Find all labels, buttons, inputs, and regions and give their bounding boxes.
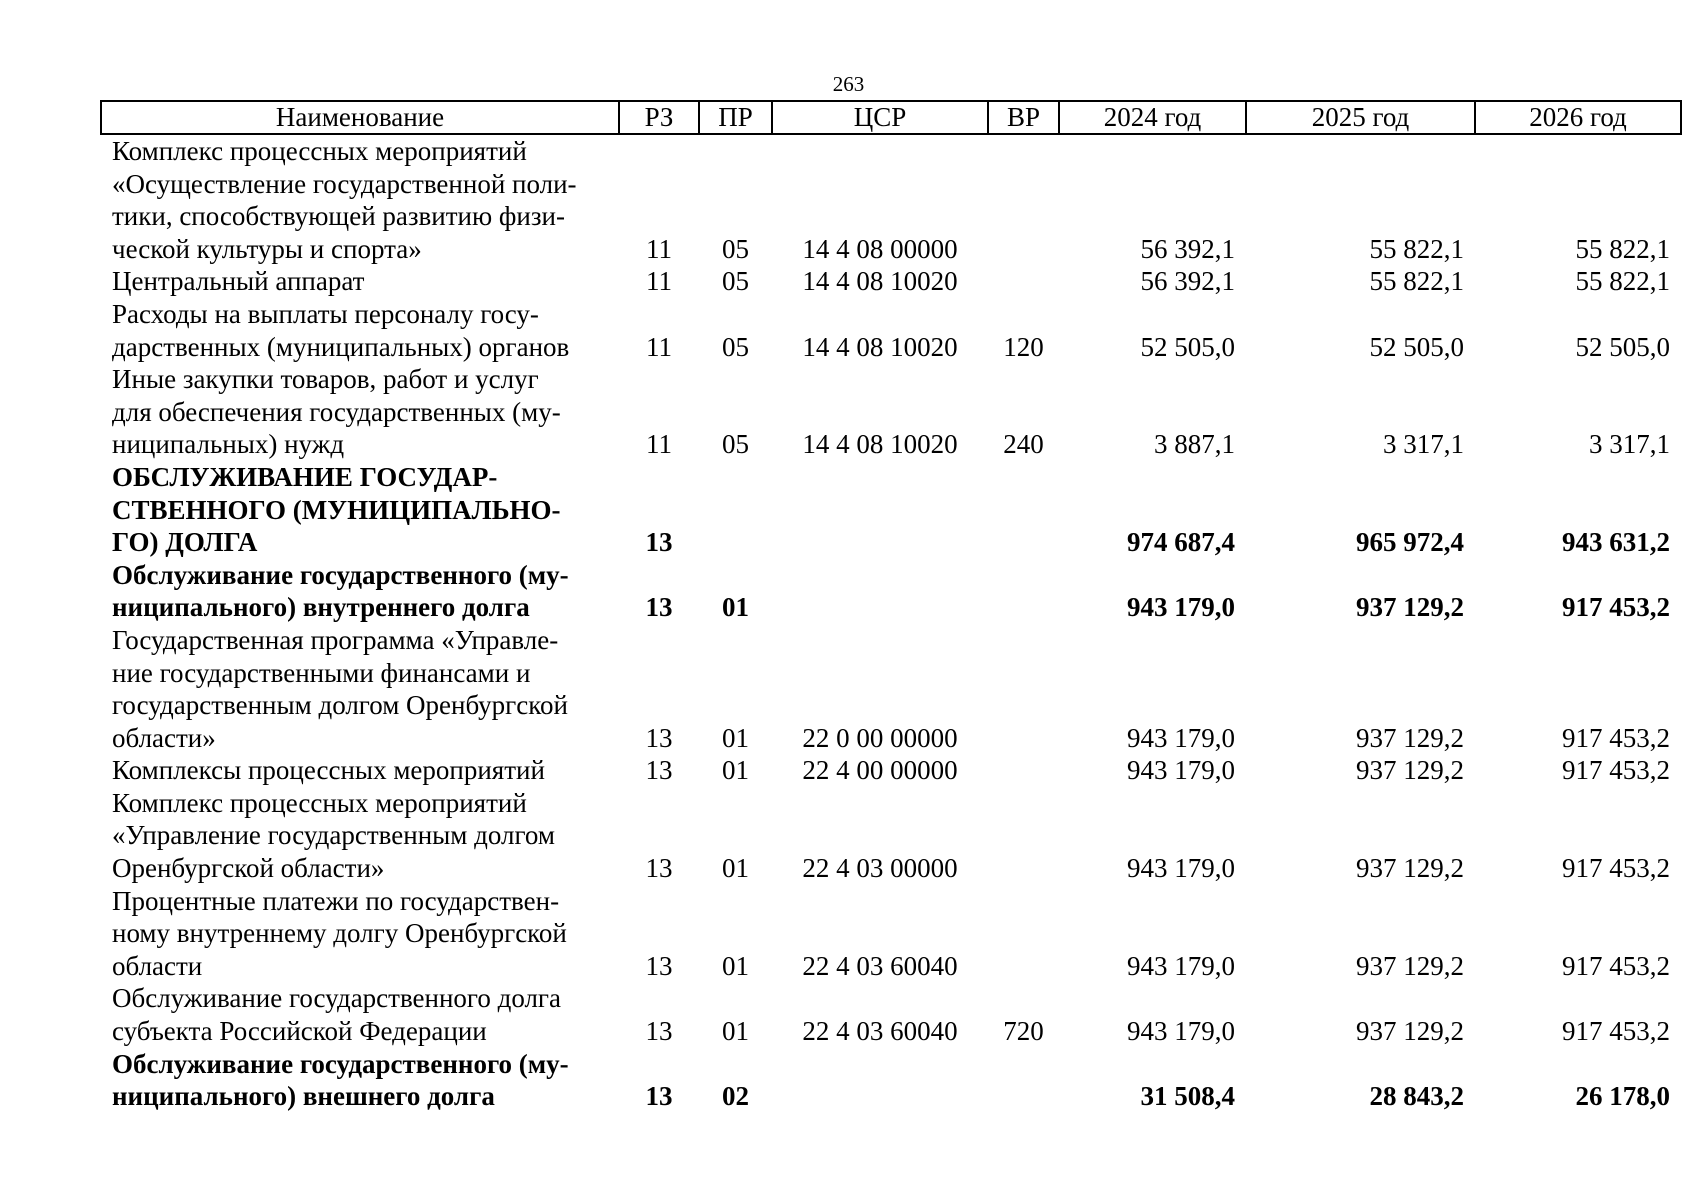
table-row (101, 885, 1681, 983)
cell-2024: 943 179,0 (1127, 755, 1235, 786)
name-line: ние государственными финансами и (112, 657, 531, 688)
cell-vr (988, 134, 1059, 265)
header-csr: ЦСР (772, 101, 988, 134)
cell-rz: 13 (645, 755, 673, 786)
cell-2026: 917 453,2 (1562, 592, 1670, 623)
table-row (101, 298, 1681, 363)
cell-2025: 3 317,1 (1383, 429, 1464, 460)
name-line: тики, способствующей развитию физи- (112, 201, 565, 232)
cell-2025: 937 129,2 (1356, 722, 1464, 753)
name-line: Оренбургской области» (112, 853, 385, 884)
name-line: ному внутреннему долгу Оренбургской (112, 918, 567, 949)
cell-2024: 56 392,1 (1140, 233, 1235, 264)
name-line: Государственная программа «Управле- (112, 624, 559, 655)
cell-name (101, 1048, 619, 1113)
cell-csr: 14 4 08 10020 (802, 429, 958, 460)
cell-vr (988, 559, 1059, 624)
name-line: Процентные платежи по государствен- (112, 885, 560, 916)
cell-2025: 937 129,2 (1356, 755, 1464, 786)
cell-2026: 917 453,2 (1562, 950, 1670, 981)
cell-rz: 13 (645, 592, 673, 623)
cell-name (101, 134, 619, 265)
cell-name (101, 624, 619, 754)
header-year-2026: 2026 год (1475, 101, 1681, 134)
table-row (101, 461, 1681, 559)
name-line: Расходы на выплаты персоналу госу- (112, 298, 539, 329)
name-line: Комплекс процессных мероприятий (112, 787, 527, 818)
cell-pr: 01 (722, 592, 749, 623)
cell-pr: 01 (722, 722, 749, 753)
header-row (101, 101, 1681, 134)
table-row (101, 559, 1681, 624)
cell-2024: 56 392,1 (1140, 266, 1235, 297)
name-line: субъекта Российской Федерации (112, 1016, 487, 1047)
cell-name (101, 298, 619, 363)
name-line: ческой культуры и спорта» (112, 233, 422, 264)
cell-pr: 05 (722, 331, 749, 362)
cell-vr: 240 (1003, 429, 1044, 460)
header-year-2024: 2024 год (1059, 101, 1246, 134)
cell-2024: 52 505,0 (1140, 331, 1235, 362)
cell-2025: 55 822,1 (1369, 266, 1464, 297)
name-line: Комплекс процессных мероприятий (112, 136, 527, 166)
cell-csr: 14 4 08 00000 (802, 233, 958, 264)
cell-rz: 13 (645, 722, 673, 753)
cell-2024: 31 508,4 (1140, 1081, 1235, 1112)
cell-vr (988, 885, 1059, 983)
cell-csr (772, 559, 988, 624)
name-line: области (112, 950, 203, 981)
cell-pr (699, 461, 772, 559)
table-row (101, 982, 1681, 1047)
budget-table (100, 100, 1682, 1113)
name-line: для обеспечения государственных (му- (112, 396, 561, 427)
cell-csr: 14 4 08 10020 (802, 331, 958, 362)
cell-name (101, 982, 619, 1047)
cell-rz: 13 (645, 527, 673, 558)
cell-name (101, 885, 619, 983)
cell-rz: 11 (646, 233, 672, 264)
cell-rz: 11 (646, 429, 672, 460)
cell-vr: 720 (1003, 1016, 1044, 1047)
table-row (101, 754, 1681, 787)
table-row (101, 265, 1681, 298)
cell-2025: 28 843,2 (1369, 1081, 1464, 1112)
cell-csr: 22 4 03 00000 (802, 853, 958, 884)
table-row (101, 1048, 1681, 1113)
cell-rz: 13 (645, 1016, 673, 1047)
name-line: ниципальных) нужд (112, 429, 345, 460)
cell-name (101, 265, 619, 298)
cell-2025: 52 505,0 (1369, 331, 1464, 362)
cell-2025: 937 129,2 (1356, 592, 1464, 623)
cell-rz: 13 (645, 950, 673, 981)
header-year-2025: 2025 год (1246, 101, 1475, 134)
name-line: Обслуживание государственного (му- (112, 1048, 569, 1079)
name-line: Комплексы процессных мероприятий (112, 755, 545, 786)
cell-pr: 01 (722, 950, 749, 981)
cell-2026: 943 631,2 (1562, 527, 1670, 558)
cell-2026: 52 505,0 (1575, 331, 1670, 362)
cell-2026: 917 453,2 (1562, 1016, 1670, 1047)
cell-csr: 22 4 00 00000 (802, 755, 958, 786)
cell-2024: 943 179,0 (1127, 853, 1235, 884)
name-line: области» (112, 722, 216, 753)
cell-vr (988, 624, 1059, 754)
table-body (101, 134, 1681, 1113)
cell-pr: 01 (722, 1016, 749, 1047)
name-line: Иные закупки товаров, работ и услуг (112, 364, 539, 395)
cell-vr (988, 461, 1059, 559)
cell-2024: 943 179,0 (1127, 1016, 1235, 1047)
cell-rz: 11 (646, 266, 672, 297)
name-line: СТВЕННОГО (МУНИЦИПАЛЬНО- (112, 494, 561, 525)
name-line: ГО) ДОЛГА (112, 527, 258, 558)
cell-vr (988, 1048, 1059, 1113)
cell-csr: 14 4 08 10020 (802, 266, 958, 297)
cell-2024: 974 687,4 (1127, 527, 1235, 558)
header-name: Наименование (101, 101, 619, 134)
table-row (101, 624, 1681, 754)
cell-2025: 937 129,2 (1356, 950, 1464, 981)
cell-name (101, 363, 619, 461)
cell-vr: 120 (1003, 331, 1044, 362)
cell-name (101, 754, 619, 787)
cell-2026: 55 822,1 (1575, 266, 1670, 297)
cell-csr (772, 1048, 988, 1113)
cell-name (101, 559, 619, 624)
cell-2024: 943 179,0 (1127, 592, 1235, 623)
name-line: государственным долгом Оренбургской (112, 690, 568, 721)
cell-2025: 937 129,2 (1356, 853, 1464, 884)
cell-2026: 26 178,0 (1575, 1081, 1670, 1112)
cell-2024: 943 179,0 (1127, 950, 1235, 981)
name-line: Центральный аппарат (112, 266, 365, 297)
name-line: дарственных (муниципальных) органов (112, 331, 570, 362)
name-line: ОБСЛУЖИВАНИЕ ГОСУДАР- (112, 461, 498, 492)
cell-2025: 937 129,2 (1356, 1016, 1464, 1047)
cell-rz: 11 (646, 331, 672, 362)
header-rz: РЗ (619, 101, 699, 134)
cell-2026: 917 453,2 (1562, 853, 1670, 884)
page-number: 263 (832, 72, 865, 96)
table-row (101, 787, 1681, 885)
cell-pr: 01 (722, 853, 749, 884)
cell-name (101, 787, 619, 885)
cell-pr: 01 (722, 755, 749, 786)
table-header (101, 101, 1681, 134)
name-line: Обслуживание государственного долга (112, 983, 561, 1014)
cell-csr (772, 461, 988, 559)
cell-csr: 22 4 03 60040 (802, 1016, 958, 1047)
cell-2024: 943 179,0 (1127, 722, 1235, 753)
cell-vr (988, 265, 1059, 298)
cell-pr: 05 (722, 266, 749, 297)
table-row (101, 134, 1681, 265)
cell-pr: 05 (722, 233, 749, 264)
cell-csr: 22 0 00 00000 (802, 722, 958, 753)
name-line: ниципального) внутреннего долга (112, 592, 530, 623)
cell-2026: 55 822,1 (1575, 233, 1670, 264)
cell-vr (988, 754, 1059, 787)
cell-pr: 02 (722, 1081, 749, 1112)
cell-name (101, 461, 619, 559)
name-line: «Осуществление государственной поли- (112, 168, 577, 199)
cell-2026: 917 453,2 (1562, 755, 1670, 786)
cell-rz: 13 (645, 1081, 673, 1112)
cell-rz: 13 (645, 853, 673, 884)
table-row (101, 363, 1681, 461)
header-pr: ПР (699, 101, 772, 134)
cell-2024: 3 887,1 (1154, 429, 1235, 460)
cell-vr (988, 787, 1059, 885)
name-line: ниципального) внешнего долга (112, 1081, 495, 1112)
cell-2026: 3 317,1 (1589, 429, 1670, 460)
cell-2025: 965 972,4 (1356, 527, 1464, 558)
header-vr: ВР (988, 101, 1059, 134)
cell-2025: 55 822,1 (1369, 233, 1464, 264)
name-line: Обслуживание государственного (му- (112, 559, 569, 590)
name-line: «Управление государственным долгом (112, 820, 555, 851)
cell-csr: 22 4 03 60040 (802, 950, 958, 981)
cell-pr: 05 (722, 429, 749, 460)
cell-2026: 917 453,2 (1562, 722, 1670, 753)
